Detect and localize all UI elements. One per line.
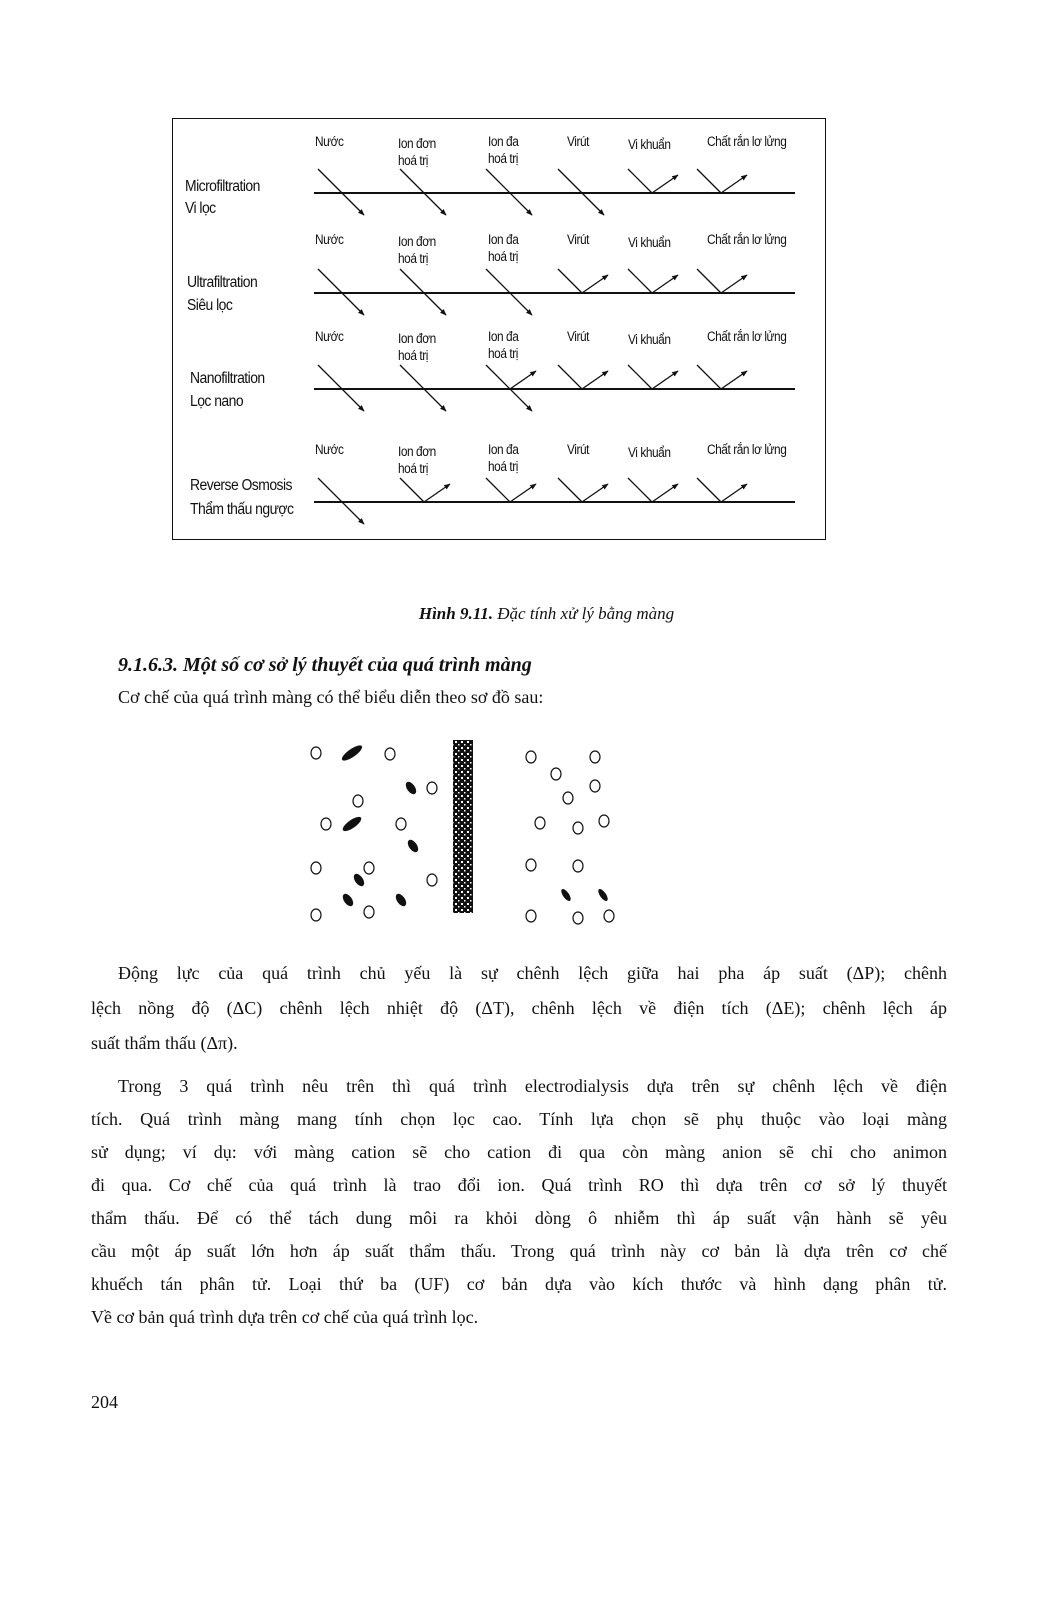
solvent-molecule bbox=[311, 862, 321, 874]
column-label bbox=[488, 231, 518, 265]
column-label bbox=[398, 135, 436, 169]
column-label-line1: Ion đa bbox=[488, 134, 519, 149]
paragraph-line: lệch nồng độ (ΔC) chênh lệch nhiệt độ (ΔT), chênh lệch về điện tích (ΔE); chênh lệch áp bbox=[91, 998, 947, 1018]
column-label-line1: Chất rắn lơ lửng bbox=[707, 329, 787, 344]
process-label-en: Ultrafiltration bbox=[187, 274, 258, 291]
column-label bbox=[488, 133, 518, 167]
process-label-vi: Siêu lọc bbox=[187, 297, 233, 314]
solvent-molecule bbox=[353, 795, 363, 807]
column-label-line1: Vi khuẩn bbox=[628, 137, 671, 152]
paragraph-line: suất thẩm thấu (Δπ). bbox=[91, 1033, 238, 1053]
figure-caption-text: Đặc tính xử lý bằng màng bbox=[493, 604, 675, 623]
section-heading: 9.1.6.3. Một số cơ sở lý thuyết của quá trình màng bbox=[118, 654, 532, 676]
column-label bbox=[488, 328, 518, 362]
column-label bbox=[398, 233, 436, 267]
solvent-molecule bbox=[599, 815, 609, 827]
column-label bbox=[398, 443, 436, 477]
paragraph-line: tích. Quá trình màng mang tính chọn lọc cao. Tính lựa chọn sẽ phụ thuộc vào loại màng bbox=[91, 1109, 947, 1129]
solvent-molecule bbox=[526, 859, 536, 871]
column-label bbox=[628, 136, 671, 153]
solute-particle bbox=[341, 892, 356, 908]
column-label bbox=[707, 328, 786, 345]
column-label bbox=[628, 331, 671, 348]
column-label-line1: Ion đơn bbox=[398, 136, 436, 151]
column-label bbox=[707, 231, 786, 248]
solute-particle bbox=[404, 780, 419, 796]
column-label bbox=[707, 441, 786, 458]
solvent-molecule bbox=[604, 910, 614, 922]
process-label-en: Microfiltration bbox=[185, 178, 260, 195]
column-label-line2: hoá trị bbox=[488, 249, 518, 264]
solvent-molecule bbox=[396, 818, 406, 830]
column-label-line1: Chất rắn lơ lửng bbox=[707, 232, 787, 247]
column-label-line2: hoá trị bbox=[488, 151, 518, 166]
solute-particle bbox=[597, 888, 610, 903]
paragraph-line: khuếch tán phân tử. Loại thứ ba (UF) cơ bản dựa vào kích thước và hình dạng phân tử. bbox=[91, 1274, 947, 1294]
solvent-molecule bbox=[526, 751, 536, 763]
solvent-molecule bbox=[364, 906, 374, 918]
paragraph-line: Động lực của quá trình chủ yếu là sự chênh lệch giữa hai pha áp suất (ΔP); chênh bbox=[118, 963, 947, 983]
column-label-line1: Ion đơn bbox=[398, 444, 436, 459]
column-label-line2: hoá trị bbox=[398, 153, 428, 168]
process-label-en: Nanofiltration bbox=[190, 370, 265, 387]
process-label-vi: Lọc nano bbox=[190, 393, 244, 410]
membrane-barrier bbox=[453, 740, 473, 913]
paragraph-line: sử dụng; ví dụ: với màng cation sẽ cho cation đi qua còn màng anion sẽ chỉ cho animon bbox=[91, 1142, 947, 1162]
solvent-molecule bbox=[573, 860, 583, 872]
solute-particle bbox=[406, 838, 421, 854]
process-label-vi: Thẩm thấu ngược bbox=[190, 501, 294, 518]
column-label-line2: hoá trị bbox=[488, 459, 518, 474]
solvent-molecule bbox=[427, 874, 437, 886]
paragraph-line: Về cơ bản quá trình dựa trên cơ chế của quá trình lọc. bbox=[91, 1307, 479, 1327]
figure-number: Hình 9.11. bbox=[418, 604, 494, 623]
column-label-line1: Virút bbox=[567, 329, 590, 344]
column-label-line1: Virút bbox=[567, 442, 590, 457]
paragraph-line: cầu một áp suất lớn hơn áp suất thẩm thấu. Trong quá trình này cơ bản là dựa trên cơ chế bbox=[91, 1241, 947, 1261]
column-label bbox=[567, 133, 589, 150]
solvent-molecule bbox=[311, 909, 321, 921]
process-label-en: Reverse Osmosis bbox=[190, 477, 292, 494]
column-label-line1: Ion đa bbox=[488, 442, 519, 457]
paragraph-line: đi qua. Cơ chế của quá trình là trao đổi ion. Quá trình RO thì dựa trên cơ sở lý thuyết bbox=[91, 1175, 947, 1195]
solvent-molecule bbox=[385, 748, 395, 760]
column-label-line1: Vi khuẩn bbox=[628, 235, 671, 250]
column-label bbox=[567, 441, 589, 458]
solvent-molecule bbox=[551, 768, 561, 780]
column-label-line2: hoá trị bbox=[398, 461, 428, 476]
solvent-molecule bbox=[427, 782, 437, 794]
column-label-line1: Ion đơn bbox=[398, 234, 436, 249]
figure-caption bbox=[0, 604, 1063, 624]
solvent-molecule bbox=[526, 910, 536, 922]
column-label-line1: Vi khuẩn bbox=[628, 332, 671, 347]
solute-particle bbox=[394, 892, 409, 908]
solute-particle bbox=[340, 743, 364, 763]
paragraph-line: Trong 3 quá trình nêu trên thì quá trình electrodialysis dựa trên sự chênh lệch về điện bbox=[118, 1076, 947, 1096]
column-label-line2: hoá trị bbox=[398, 348, 428, 363]
page-number: 204 bbox=[91, 1392, 118, 1412]
solute-particle bbox=[560, 888, 573, 903]
solvent-molecule bbox=[563, 792, 573, 804]
column-label-line1: Virút bbox=[567, 232, 590, 247]
column-label bbox=[315, 328, 344, 345]
column-label-line1: Nước bbox=[315, 232, 344, 247]
column-label-line1: Vi khuẩn bbox=[628, 445, 671, 460]
solvent-molecule bbox=[590, 780, 600, 792]
column-label bbox=[567, 328, 589, 345]
column-label bbox=[628, 444, 671, 461]
process-label-vi: Vi lọc bbox=[185, 200, 216, 217]
solvent-molecule bbox=[364, 862, 374, 874]
column-label bbox=[315, 133, 344, 150]
column-label bbox=[707, 133, 786, 150]
column-label-line1: Nước bbox=[315, 442, 344, 457]
intro-sentence: Cơ chế của quá trình màng có thể biểu diễn theo sơ đồ sau: bbox=[118, 687, 544, 707]
column-label-line2: hoá trị bbox=[398, 251, 428, 266]
solvent-molecule bbox=[573, 822, 583, 834]
column-label-line1: Ion đa bbox=[488, 329, 519, 344]
column-label-line1: Chất rắn lơ lửng bbox=[707, 442, 787, 457]
column-label bbox=[567, 231, 589, 248]
column-label-line1: Nước bbox=[315, 329, 344, 344]
solvent-molecule bbox=[573, 912, 583, 924]
solvent-molecule bbox=[311, 747, 321, 759]
paragraph-line: thẩm thấu. Để có thể tách dung môi ra khỏi dòng ô nhiễm thì áp suất vận hành sẽ yêu bbox=[91, 1208, 947, 1228]
column-label bbox=[398, 330, 436, 364]
column-label-line1: Ion đơn bbox=[398, 331, 436, 346]
solute-particle bbox=[341, 814, 364, 833]
column-label-line1: Ion đa bbox=[488, 232, 519, 247]
column-label-line1: Virút bbox=[567, 134, 590, 149]
column-label bbox=[488, 441, 518, 475]
membrane-mechanism-diagram bbox=[280, 740, 640, 950]
column-label bbox=[315, 231, 344, 248]
solute-particle bbox=[352, 872, 367, 888]
solvent-molecule bbox=[321, 818, 331, 830]
column-label bbox=[315, 441, 344, 458]
column-label bbox=[628, 234, 671, 251]
solvent-molecule bbox=[590, 751, 600, 763]
column-label-line1: Chất rắn lơ lửng bbox=[707, 134, 787, 149]
column-label-line2: hoá trị bbox=[488, 346, 518, 361]
solvent-molecule bbox=[535, 817, 545, 829]
column-label-line1: Nước bbox=[315, 134, 344, 149]
